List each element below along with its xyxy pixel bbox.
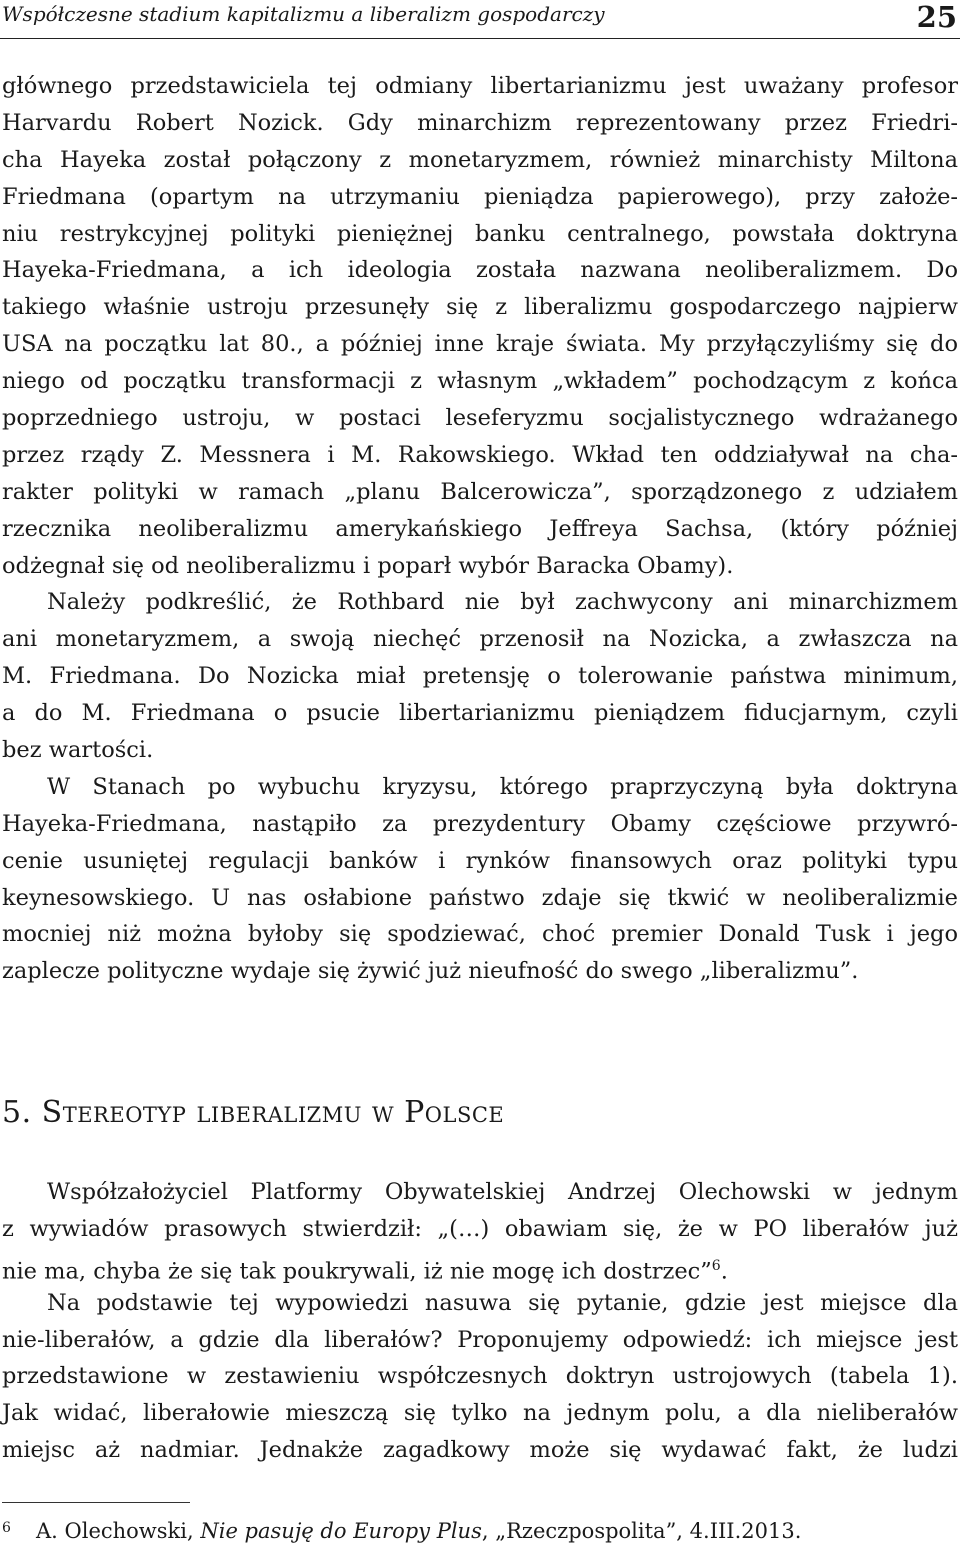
page-header — [0, 0, 960, 39]
quote-text: nie ma, chyba że się tak poukrywali, iż nie mogę ich dostrzec” — [2, 1258, 712, 1285]
text-line: przedstawione w zestawieniu współczesnych doktryn ustrojowych (tabela 1). — [2, 1363, 958, 1390]
text-line: ani monetaryzmem, a swoją niechęć przenosił na Nozicka, a zwłaszcza na — [2, 626, 958, 653]
text-line: cha Hayeka został połączony z monetaryzmem, również minarchisty Miltona — [2, 146, 958, 173]
text-line: rzecznika neoliberalizmu amerykańskiego Jeffreya Sachsa, (który później — [2, 515, 958, 542]
footnote-author: A. Olechowski, — [36, 1519, 201, 1543]
text-line: keynesowskiego. U nas osłabione państwo zdaje się tkwić w neoliberalizmie — [2, 884, 958, 911]
text-line: rakter polityki w ramach „planu Balcerowicza”, sporządzonego z udziałem — [2, 478, 958, 505]
text-line: nie-liberałów, a gdzie dla liberałów? Proponujemy odpowiedź: ich miejsce jest — [2, 1326, 958, 1353]
text-line: przez rządy Z. Messnera i M. Rakowskiego. Wkład ten oddziaływał na cha- — [2, 441, 958, 468]
text-line: niego od początku transformacji z własnym „wkładem” pochodzącym z końca — [2, 368, 958, 395]
text-line: Friedmana (opartym na utrzymaniu pieniądza papierowego), przy założe- — [2, 183, 958, 210]
section-number: 5. — [2, 1095, 32, 1130]
text-line: Na podstawie tej wypowiedzi nasuwa się pytanie, gdzie jest miejsce dla — [47, 1289, 958, 1316]
body-text-bottom — [2, 1174, 958, 1469]
text-line: bez wartości. — [2, 737, 154, 764]
section-title: Stereotyp liberalizmu w Polsce — [41, 1095, 505, 1130]
text-line: M. Friedmana. Do Nozicka miał pretensję o tolerowanie państwa minimum, — [2, 663, 958, 690]
footnote-divider — [2, 1502, 190, 1503]
text-line: mocniej niż można byłoby się spodziewać, choć premier Donald Tusk i jego — [2, 921, 958, 948]
footnote-title: Nie pasuję do Europy Plus — [200, 1519, 482, 1543]
footnote — [2, 1513, 942, 1546]
text-line: zaplecze polityczne wydaje się żywić już nieufność do swego „liberalizmu”. — [2, 958, 859, 985]
text-line: Hayeka-Friedmana, a ich ideologia została nazwana neoliberalizmem. Do — [2, 257, 958, 284]
text-line: cenie usuniętej regulacji banków i rynków finansowych oraz polityki typu — [2, 847, 958, 874]
text-line: USA na początku lat 80., a później inne kraje świata. My przyłączyliśmy się do — [2, 331, 958, 358]
text-line: niu restrykcyjnej polityki pieniężnej banku centralnego, powstała doktryna — [2, 220, 958, 247]
text-line: Jak widać, liberałowie mieszczą się tylko na jednym polu, a dla nieliberałów — [2, 1400, 958, 1427]
sentence-end: . — [720, 1258, 728, 1285]
text-line — [2, 1248, 958, 1285]
footnote-number: 6 — [2, 1520, 11, 1536]
footnote-reference[interactable]: 6 — [711, 1257, 721, 1274]
body-text-top — [2, 68, 958, 990]
page-number: 25 — [916, 0, 957, 34]
text-line: takiego właśnie ustroju przesunęły się z liberalizmu gospodarczego najpierw — [2, 294, 958, 321]
running-title: Współczesne stadium kapitalizmu a liberalizm gospodarczy — [2, 2, 605, 26]
footnote-source: , „Rzeczpospolita”, 4.III.2013. — [481, 1519, 802, 1543]
text-line: Harvardu Robert Nozick. Gdy minarchizm reprezentowany przez Friedri- — [2, 109, 958, 136]
text-line: Hayeka-Friedmana, nastąpiło za prezydentury Obamy częściowe przywró- — [2, 810, 958, 837]
text-line: Należy podkreślić, że Rothbard nie był zachwycony ani minarchizmem — [47, 589, 958, 616]
text-line: W Stanach po wybuchu kryzysu, którego praprzyczyną była doktryna — [47, 773, 958, 800]
text-line: poprzedniego ustroju, w postaci leseferyzmu socjalistycznego wdrażanego — [2, 405, 958, 432]
text-line: odżegnał się od neoliberalizmu i poparł wybór Baracka Obamy). — [2, 552, 734, 579]
text-line: głównego przedstawiciela tej odmiany libertarianizmu jest uważany profesor — [2, 73, 958, 99]
text-line: miejsc aż nadmiar. Jednakże zagadkowy może się wydawać fakt, że ludzi — [2, 1437, 958, 1464]
section-heading — [2, 1093, 504, 1133]
text-line: a do M. Friedmana o psucie libertarianizmu pieniądzem fiducjarnym, czyli — [2, 700, 958, 727]
text-line: Współzałożyciel Platformy Obywatelskiej Andrzej Olechowski w jednym — [47, 1179, 958, 1205]
text-line: z wywiadów prasowych stwierdził: „(…) obawiam się, że w PO liberałów już — [2, 1215, 958, 1242]
